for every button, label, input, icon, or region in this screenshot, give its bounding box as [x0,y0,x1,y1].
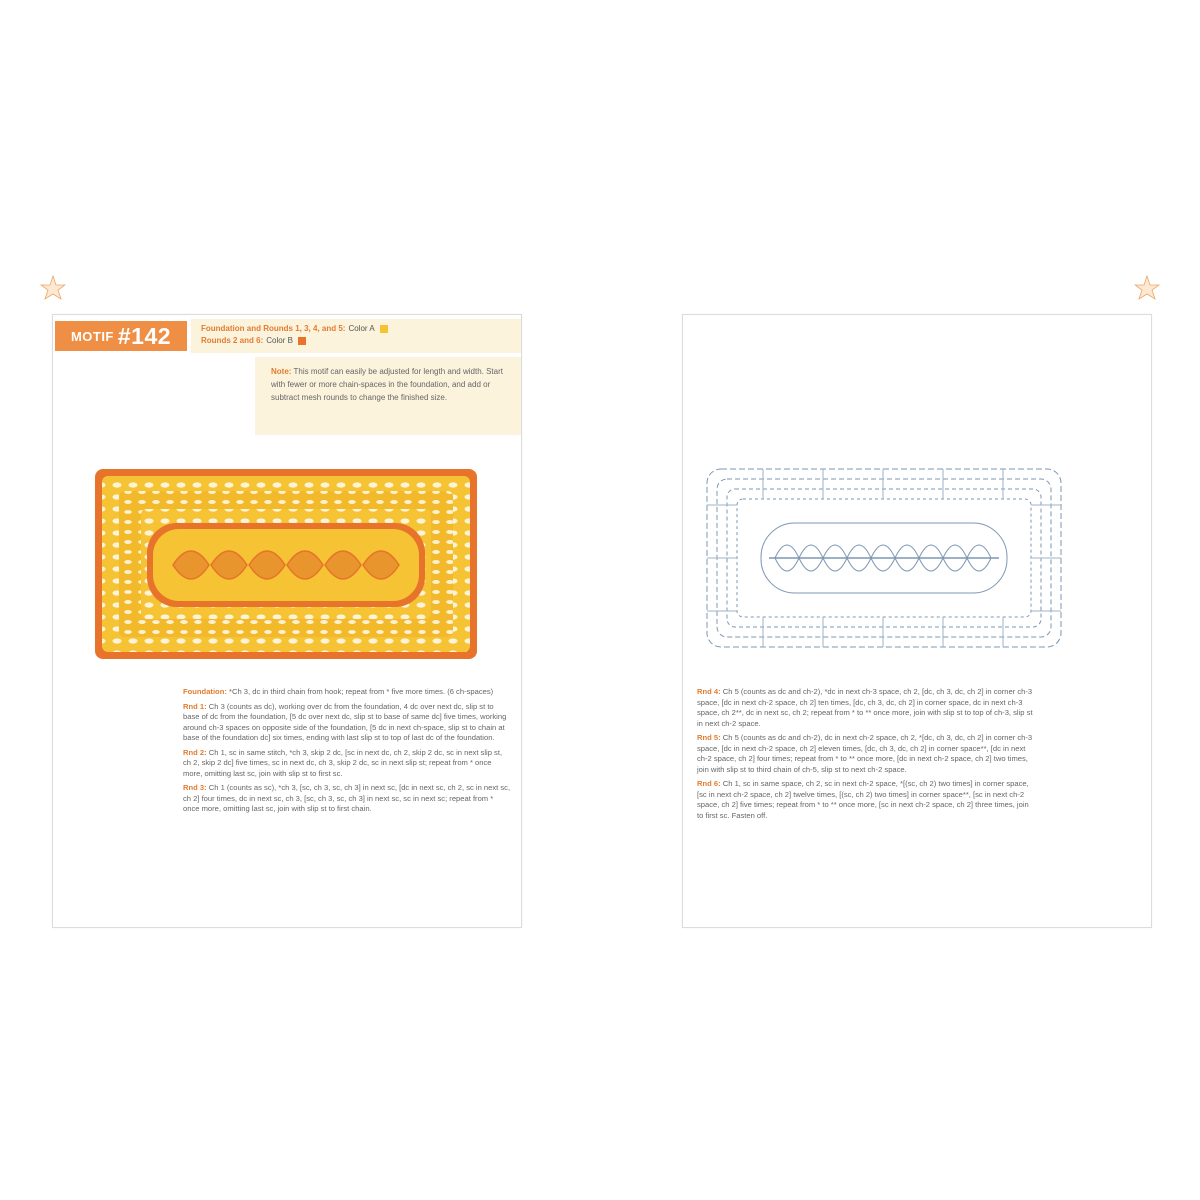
instructions-left [183,687,511,819]
running-head-right [1126,276,1160,300]
instruction-foundation: Foundation: *Ch 3, dc in third chain from hook; repeat from * five more times. (6 ch-spaces) [183,687,494,696]
color-b-label: Rounds 2 and 6: [201,336,264,345]
note-label: Note: [271,367,292,376]
color-key-row-b [201,335,511,347]
star-ornament-icon [40,275,66,301]
motif-title-badge [55,321,187,351]
running-head-left [40,276,74,300]
left-page [52,314,522,928]
instruction-rnd-5: Rnd 5: Ch 5 (counts as dc and ch-2), dc in next ch-2 space, ch 2, *[dc, ch 3, dc, ch 2] in corner ch-3 space, [dc in next ch-2 space, ch 2] eleven times, [dc, ch 3, dc, ch 2] in corner space**, [dc in next ch-2 space, ch 2] four times; repeat from * to ** once more, [dc in next ch-2 space, ch 2] two times, join with slip st to third chain of ch-5, slip st to next ch-2 space. [697,733,1033,774]
color-a-name: Color A [348,324,375,333]
note-box [255,357,521,435]
color-b-name: Color B [266,336,293,345]
instruction-rnd-1: Rnd 1: Ch 3 (counts as dc), working over dc from the foundation, 4 dc over next dc, slip st to base of dc from the foundation, [5 dc over next dc, slip st to base of same dc] five times, working around ch-3 spaces on opposite side of the foundation, [5 dc in next ch-space, slip st to chain at base of the foundation dc] six times, ending with last slip st to top of last dc of the foundation. [183,701,507,742]
color-a-swatch [380,325,388,333]
right-page [682,314,1152,928]
color-key-row-a [201,323,511,335]
color-b-swatch [298,337,306,345]
color-a-label: Foundation and Rounds 1, 3, 4, and 5: [201,324,346,333]
motif-word: MOTIF [70,328,114,344]
star-ornament-icon [1134,275,1160,301]
instruction-rnd-3: Rnd 3: Ch 1 (counts as sc), *ch 3, [sc, ch 3, sc, ch 3] in next sc, [dc in next sc, ch 2, sc in next sc, ch 2] four times, dc in next sc, ch 3, [sc, ch 3, sc, ch 3] in next sc, sc in next sc; repeat from * once more, omitting last sc, join with slip st to first chain. [183,783,511,813]
color-key [191,319,521,353]
instructions-right [697,687,1037,825]
crochet-motif-photo [93,467,479,661]
instruction-rnd-4: Rnd 4: Ch 5 (counts as dc and ch-2), *dc in next ch-3 space, ch 2, [dc, ch 3, dc, ch 2] in corner ch-3 space, [dc in next ch-2 space, ch 2] ten times, [dc, ch 3, dc, ch 2] in corner space, dc in next ch-3 space, ch 2**, dc in next sc, ch 2; repeat from * to ** once more, join with slip st to top of ch-3, slip st in next ch-2 space. [697,687,1033,728]
motif-number: #142 [117,322,172,349]
note-text: This motif can easily be adjusted for length and width. Start with fewer or more chain-spaces in the foundation, and add or subtract mesh rounds to change the finished size. [271,367,503,402]
instruction-rnd-6: Rnd 6: Ch 1, sc in same space, ch 2, sc in next ch-2 space, *[(sc, ch 2) two times] in corner space, [sc in next ch-2 space, ch 2] twelve times, [(sc, ch 2) two times] in corner space**, [sc in next ch-2 space, ch 2] five times; repeat from * to ** once more, [sc in next ch-2 space, ch 2] three times, join to first sc. Fasten off. [697,779,1029,820]
crochet-stitch-diagram [703,465,1065,651]
instruction-rnd-2: Rnd 2: Ch 1, sc in same stitch, *ch 3, skip 2 dc, [sc in next dc, ch 2, skip 2 dc, sc in next slip st, ch 2, skip 2 dc] five times, sc in next dc, ch 3, skip 2 dc, sc in next slip st; repeat from * once more, omitting last sc, join with slip st to first sc. [183,747,503,778]
